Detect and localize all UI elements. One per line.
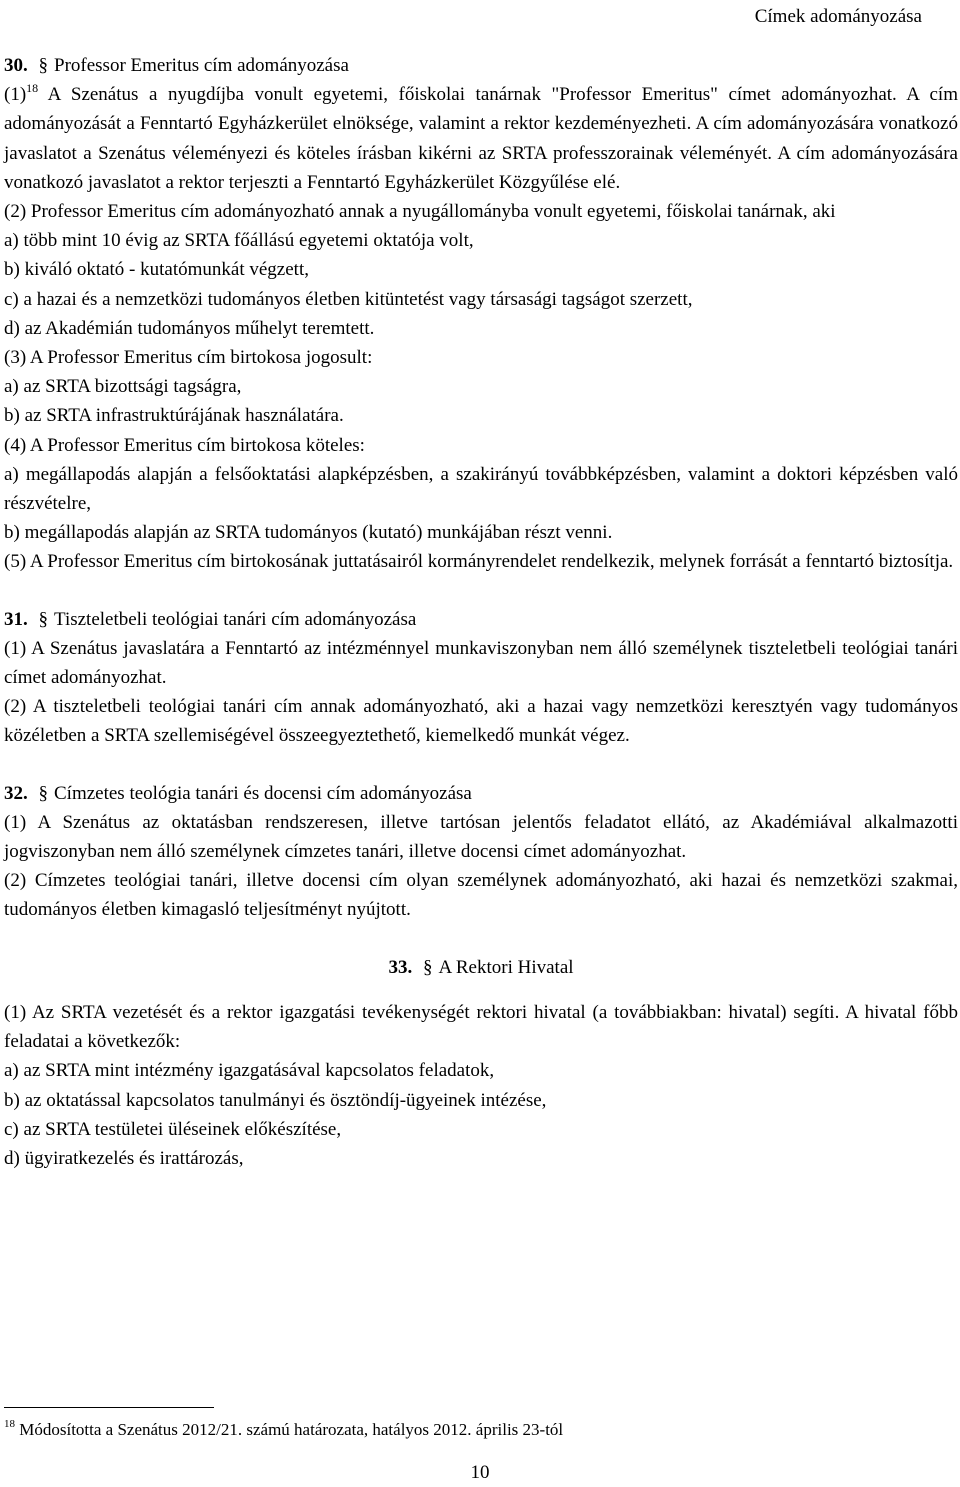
section-title: Tiszteletbeli teológiai tanári cím adományozása: [54, 608, 417, 630]
list-item: d) az Akadémián tudományos műhelyt teremtett.: [4, 317, 375, 339]
section-title: Professor Emeritus cím adományozása: [54, 55, 349, 76]
list-item: b) kiváló oktató - kutatómunkát végzett,: [4, 259, 309, 281]
footnote-marker: 18: [4, 1418, 15, 1431]
section-heading: [4, 51, 958, 80]
section-title: A Rektori Hivatal: [438, 956, 574, 978]
list-item: d) ügyiratkezelés és irattározás,: [4, 1147, 244, 1169]
list-item: a) az SRTA mint intézmény igazgatásával kapcsolatos feladatok,: [4, 1060, 495, 1082]
section-heading: [4, 953, 958, 982]
paragraph-symbol: §: [38, 608, 48, 630]
footnote: [4, 1419, 563, 1441]
page-number: 10: [470, 1462, 490, 1483]
list-item: a) megállapodás alapján a felsőoktatási alapképzésben, a szakirányú továbbképzésben, valamint a doktori képzésben való részvételre,: [4, 463, 958, 515]
section-number: 31.: [4, 608, 28, 630]
section-31: [4, 605, 958, 751]
section-number: 33.: [388, 956, 413, 978]
section-heading: [4, 779, 958, 808]
paragraph-text: A Szenátus a nyugdíjba vonult egyetemi, főiskolai tanárnak "Professor Emeritus" címet adományozhat. A cím adományozását a Fenntartó Egyházkerület elnöksége, valamint a rektor kezdeményezheti. A cím adományozására vonatkozó javaslatot a Szenátus véleményezi és köteles írásban kikérni az SRTA professzorainak véleményét. A cím adományozására vonatkozó javaslatot a rektor terjeszti a Fenntartó Egyházkerület Közgyűlése elé.: [4, 84, 958, 193]
section-33: [4, 953, 958, 1173]
list-item: c) a hazai és a nemzetközi tudományos életben kitüntetést vagy társasági tagságot szerzett,: [4, 288, 693, 310]
document-page: [4, 0, 958, 1173]
paragraph-3: (3) A Professor Emeritus cím birtokosa jogosult:: [4, 347, 373, 369]
paragraph-symbol: §: [38, 55, 48, 76]
paragraph-2: (2) Címzetes teológiai tanári, illetve docensi cím olyan személynek adományozható, aki hazai és nemzetközi szakmai, tudományos életben kimagasló teljesítményt nyújtott.: [4, 870, 958, 921]
list-item: b) megállapodás alapján az SRTA tudományos (kutató) munkájában részt venni.: [4, 522, 613, 544]
list-item: c) az SRTA testületei üléseinek előkészítése,: [4, 1118, 342, 1140]
section-title: Címzetes teológia tanári és docensi cím adományozása: [54, 782, 472, 804]
list-item: b) az SRTA infrastruktúrájának használatára.: [4, 405, 344, 427]
section-number: 30.: [4, 55, 28, 76]
page-header: Címek adományozása: [754, 6, 922, 27]
paragraph-2: (2) A tiszteletbeli teológiai tanári cím annak adományozható, aki a hazai vagy nemzetközi keresztyén vagy tudományos közéletben a SRTA szellemiségével összeegyeztethető, kiemelkedő munkát végez.: [4, 696, 958, 747]
footnote-text: Módosította a Szenátus 2012/21. számú határozata, hatályos 2012. április 23-tól: [15, 1420, 564, 1439]
section-32: [4, 779, 958, 925]
paragraph-2: (2) Professor Emeritus cím adományozható annak a nyugállományba vonult egyetemi, főiskolai tanárnak, aki: [4, 201, 836, 223]
list-item: a) több mint 10 évig az SRTA főállású egyetemi oktatója volt,: [4, 230, 474, 252]
paragraph-symbol: §: [422, 956, 433, 978]
footnote-separator: [4, 1407, 214, 1408]
paragraph-symbol: §: [38, 782, 48, 804]
paragraph-number: (1): [4, 84, 27, 106]
list-item: a) az SRTA bizottsági tagságra,: [4, 376, 242, 398]
list-item: b) az oktatással kapcsolatos tanulmányi és ösztöndíj-ügyeinek intézése,: [4, 1089, 547, 1111]
section-number: 32.: [4, 782, 28, 804]
section-heading: [4, 605, 958, 634]
paragraph-5: (5) A Professor Emeritus cím birtokosának juttatásairól kormányrendelet rendelkezik, melynek forrását a fenntartó biztosítja.: [4, 551, 954, 573]
paragraph-1: (1) Az SRTA vezetését és a rektor igazgatási tevékenységét rektori hivatal (a továbbiakban: hivatal) segíti. A hivatal főbb feladatai a következők:: [4, 1001, 958, 1053]
paragraph-1: (1) A Szenátus javaslatára a Fenntartó az intézménnyel munkaviszonyban nem álló személynek tiszteletbeli teológiai tanári címet adományozhat.: [4, 637, 958, 689]
paragraph-4: (4) A Professor Emeritus cím birtokosa köteles:: [4, 434, 365, 456]
paragraph-1: (1) A Szenátus az oktatásban rendszeresen, illetve tartósan jelentős feladatot ellátó, az Akadémiával alkalmazotti jogviszonyban nem álló személynek címzetes tanári, illetve docensi címet adományozhat.: [4, 811, 958, 863]
section-30: [4, 51, 958, 577]
footnote-reference[interactable]: 18: [26, 80, 39, 95]
paragraph-1: [4, 80, 958, 197]
